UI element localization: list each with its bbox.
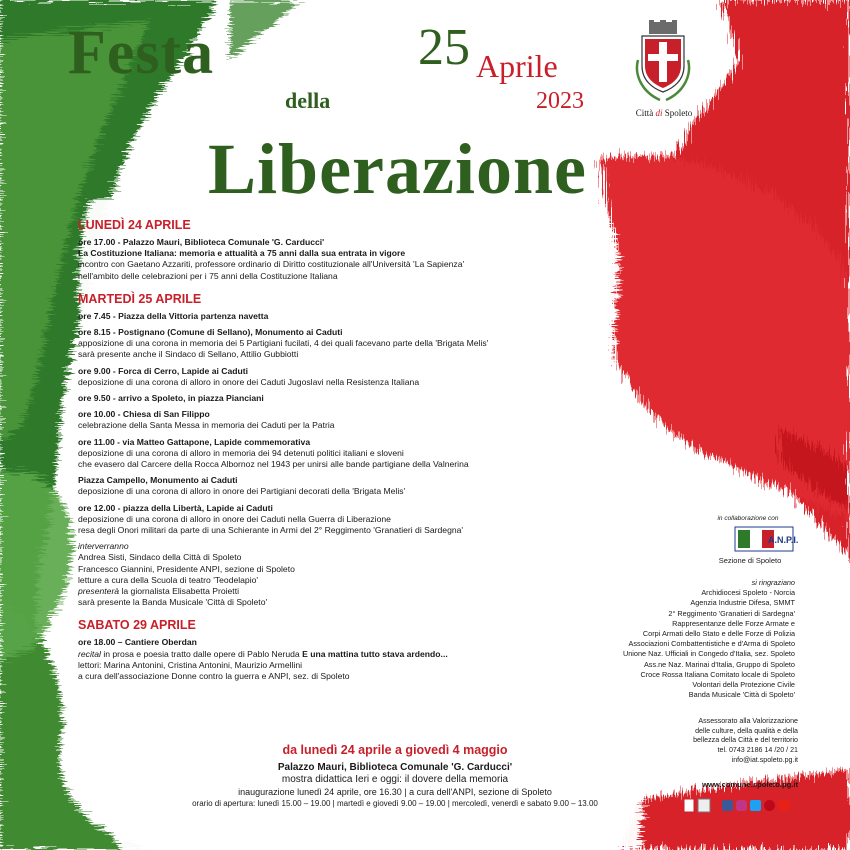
event-detail: celebrazione della Santa Messa in memoria dei Caduti per la Patria [78, 420, 335, 431]
event-heading: ore 12.00 - piazza della Libertà, Lapide ai Caduti [78, 502, 273, 513]
day-title: SABATO 29 APRILE [78, 618, 196, 633]
event-heading: ore 9.00 - Forca di Cerro, Lapide ai Caduti [78, 365, 249, 376]
exhibit-block [150, 742, 640, 810]
thanks-block: si ringraziano Archidiocesi Spoleto - Norcia Agenzia Industrie Difesa, SMMT 2° Reggimento 'Granatieri di Sardegna' Rappresentanze delle Forze Armate e Corpi Armati dello Stato e delle Forze di Polizia Associazioni Combattentistiche e d'Arma di Spoleto Unione Naz. Ufficiali in Congedo d'Italia, sez. Spoleto Ass.ne Naz. Marinai d'Italia, Gruppo di Spoleto Croce Rossa Italiana Comitato locale di Spoleto Volontari della Protezione Civile Banda Musicale 'Città di Spoleto' [622, 578, 795, 700]
event [78, 475, 578, 497]
event [78, 409, 578, 431]
event-heading: ore 7.45 - Piazza della Vittoria partenza navetta [78, 310, 269, 321]
day-monday [78, 218, 578, 282]
event-heading: Piazza Campello, Monumento ai Caduti [78, 475, 238, 486]
collab-label: in collaborazione con [717, 515, 779, 522]
exhibit-range: da lunedì 24 aprile a giovedì 4 maggio [282, 743, 508, 757]
tuesday-events [78, 311, 578, 536]
event-heading: ore 9.50 - arrivo a Spoleto, in piazza Pianciani [78, 393, 264, 404]
event [78, 311, 578, 322]
event-heading: ore 8.15 - Postignano (Comune di Sellano), Monumento ai Caduti [78, 327, 343, 338]
event-detail: che evasero dal Carcere della Rocca Albornoz nel 1943 per unirsi alle bande partigiane della Valnerina [78, 459, 469, 470]
exhibit-hours: orario di apertura: lunedì 15.00 – 19.00 | martedì e giovedì 9.00 – 19.00 | mercoledì, venerdì e sabato 9.00 – 13.00 [192, 799, 598, 808]
social-logos [682, 796, 802, 814]
event: ore 17.00 - Palazzo Mauri, Biblioteca Comunale 'G. Carducci' La Costituzione Italiana: memoria e attualità a 75 anni dalla sua entrata in vigore incontro con Gaetano Azzariti, professore ordinario di Diritto costituzionale all'Università 'La Sapienza' nell'ambito delle celebrazioni per i 75 anni della Costituzione Italiana [78, 237, 465, 281]
comune-logo-icon [684, 799, 694, 812]
exhibit-show: mostra didattica Ieri e oggi: il dovere della memoria [281, 774, 509, 785]
day-saturday [78, 618, 578, 682]
event-detail: deposizione di una corona di alloro in onore dei Caduti nella Guerra di Liberazione [78, 513, 391, 524]
program [78, 218, 578, 692]
anpi-logo-icon [735, 527, 799, 551]
anpi-section: Sezione di Spoleto [718, 556, 782, 565]
twitter-icon [750, 800, 761, 811]
event [78, 327, 578, 361]
day-title: MARTEDÌ 25 APRILE [78, 291, 202, 306]
title-liberazione: Liberazione [208, 129, 587, 209]
event-detail: deposizione di una corona di alloro in onore dei Partigiani decorati della 'Brigata Melis' [78, 486, 406, 497]
event-detail: resa degli Onori militari da parte di una Schierante in Armi del 2° Reggimento 'Granatieri di Sardegna' [78, 525, 464, 536]
event: ore 18.00 – Cantiere Oberdan recital in prosa e poesia tratto dalle opere di Pablo Neruda E una mattina tutto stava ardendo... lettori: Marina Antonini, Cristina Antonini, Maurizio Armellini a cura dell'associazione Donne contro la guerra e ANPI, sez. di Spoleto [78, 637, 448, 682]
event [78, 393, 578, 404]
instagram-icon [736, 800, 747, 811]
facebook-icon [722, 800, 733, 811]
anpi-logo-text: A.N.P.I. [768, 535, 799, 545]
event-heading: ore 10.00 - Chiesa di San Filippo [78, 409, 210, 420]
date-day: 25 [418, 19, 470, 76]
event [78, 437, 578, 471]
pinterest-icon [764, 800, 775, 811]
exhibit-inauguration: inaugurazione lunedì 24 aprile, ore 16.30 | a cura dell'ANPI, sezione di Spoleto [238, 787, 552, 797]
exhibit-place: Palazzo Mauri, Biblioteca Comunale 'G. Carducci' [277, 762, 513, 773]
date-year: 2023 [536, 88, 584, 114]
speakers: interverranno Andrea Sisti, Sindaco della Città di Spoleto Francesco Giannini, Presidente ANPI, sezione di Spoleto letture a cura della Scuola di teatro 'Teodelapio' presenterà la giornalista Elisabetta Proietti sarà presente la Banda Musicale 'Città di Spoleto' [78, 541, 295, 608]
crest-caption: Città di Spoleto [635, 108, 693, 118]
title-della: della [285, 88, 331, 113]
title-festa: Festa [68, 19, 215, 87]
event [78, 503, 578, 537]
date-month: Aprile [476, 48, 558, 84]
website-link[interactable]: www.comune.spoleto.pg.it [702, 780, 798, 789]
event-detail: deposizione di una corona di alloro in memoria dei 94 detenuti politici italiani e sloveni [78, 447, 404, 458]
day-tuesday [78, 292, 578, 609]
assessorato-block: Assessorato alla Valorizzazione delle culture, della qualità e della bellezza della Città e del territorio tel. 0743 2186 14 /20 / 21 info@iat.spoleto.pg.it [650, 717, 798, 766]
event-detail: deposizione di una corona di alloro in onore dei Caduti Jugoslavi nella Resistenza Italiana [78, 376, 420, 387]
event-detail: apposizione di una corona in memoria dei 5 Partigiani fucilati, 4 dei quali facevano parte della 'Brigata Melis' [78, 338, 489, 349]
email-link[interactable]: info@iat.spoleto.pg.it [731, 755, 798, 764]
youtube-icon [778, 800, 790, 811]
city-crest-icon [632, 20, 694, 106]
event-detail: sarà presente anche il Sindaco di Sellano, Attilio Gubbiotti [78, 349, 299, 360]
event-heading: ore 11.00 - via Matteo Gattapone, Lapide commemorativa [78, 436, 311, 447]
day-title: LUNEDÌ 24 APRILE [78, 218, 191, 232]
event [78, 366, 578, 388]
iat-logo-icon [698, 799, 710, 812]
